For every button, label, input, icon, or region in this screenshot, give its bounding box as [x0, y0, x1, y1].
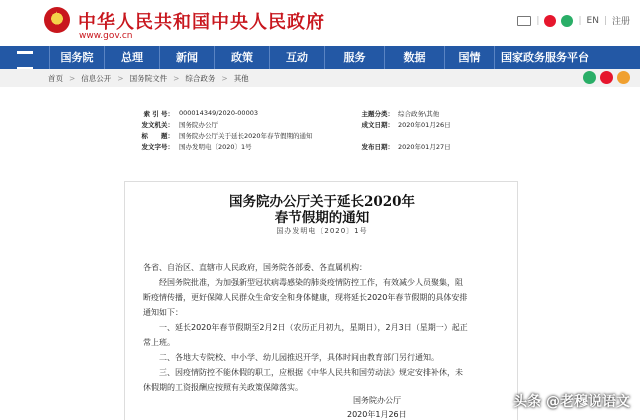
- nav-item-state-council[interactable]: 国务院: [50, 46, 105, 69]
- breadcrumb-info[interactable]: 信息公开: [81, 73, 112, 83]
- share-bar: [583, 71, 630, 84]
- paragraph-line: 通知如下：: [143, 308, 183, 317]
- nav-item-news[interactable]: 新闻: [160, 46, 215, 69]
- paragraph-line: 三、因疫情防控不能休假的职工，应根据《中华人民共和国劳动法》规定安排补休，未: [159, 368, 463, 377]
- meta-docno-value: 国办发明电〔2020〕1号: [179, 143, 252, 151]
- salutation: 各省、自治区、直辖市人民政府，国务院各部委、各直属机构：: [143, 263, 367, 272]
- breadcrumb-other[interactable]: 其他: [233, 73, 249, 83]
- meta-title-value: 国务院办公厅关于延长2020年春节假期的通知: [179, 132, 313, 140]
- breadcrumb-arrow: >: [117, 73, 124, 83]
- nav-item-service-platform[interactable]: 国家政务服务平台: [501, 51, 589, 64]
- breadcrumb-arrow: >: [69, 73, 76, 83]
- nav-item-policy[interactable]: 政策: [215, 46, 270, 69]
- main-nav: [0, 46, 640, 69]
- nav-item-premier[interactable]: 总理: [105, 46, 160, 69]
- watermark: 头条 @老穆说语文: [513, 394, 630, 410]
- document-body: [124, 181, 518, 420]
- nav-item-data[interactable]: 数据: [385, 46, 445, 69]
- paragraph-line: 断疫情传播，更好保障人民群众生命安全和身体健康，现将延长2020年春节假期的具体安排: [143, 293, 468, 302]
- register-link[interactable]: 注册: [611, 17, 630, 27]
- breadcrumb-general[interactable]: 综合政务: [185, 73, 216, 83]
- meta-theme-value: 综合政务\其他: [398, 110, 440, 118]
- document-number: 国办发明电〔2020〕1号: [276, 227, 368, 235]
- breadcrumb-arrow: >: [221, 73, 228, 83]
- weibo-icon[interactable]: [544, 15, 556, 27]
- meta-label: 成文日期：: [361, 121, 394, 129]
- meta-label: 发文字号：: [141, 143, 174, 151]
- meta-label: 发布日期：: [361, 143, 394, 151]
- meta-date-value: 2020年01月26日: [398, 121, 451, 129]
- meta-label: 索 引 号：: [143, 110, 174, 118]
- site-url: www.gov.cn: [79, 31, 133, 41]
- site-header: [0, 0, 640, 46]
- national-emblem-icon[interactable]: [44, 7, 70, 33]
- meta-index-value: 000014349/2020-00003: [179, 109, 258, 117]
- nav-item-service[interactable]: 服务: [325, 46, 385, 69]
- meta-pub-value: 2020年01月27日: [398, 143, 451, 151]
- meta-label: 标 题：: [141, 132, 174, 140]
- top-links: [517, 14, 630, 27]
- signature-org: 国务院办公厅: [353, 396, 401, 405]
- signature-date: 2020年1月26日: [347, 410, 407, 419]
- nav-item-interaction[interactable]: 互动: [270, 46, 325, 69]
- share-qzone-icon[interactable]: [617, 71, 630, 84]
- site-title[interactable]: 中华人民共和国中央人民政府: [78, 12, 325, 33]
- breadcrumb: [0, 69, 640, 87]
- breadcrumb-arrow: >: [173, 73, 180, 83]
- meta-label: 发文机关：: [141, 121, 174, 129]
- breadcrumb-home[interactable]: 首页: [48, 73, 63, 83]
- breadcrumb-docs[interactable]: 国务院文件: [129, 73, 168, 83]
- meta-issuer-value: 国务院办公厅: [179, 121, 218, 129]
- separator: |: [578, 15, 582, 26]
- document-title: [125, 194, 519, 226]
- nav-home-icon[interactable]: [0, 46, 50, 69]
- english-link[interactable]: EN: [586, 15, 599, 26]
- separator: |: [603, 15, 607, 26]
- paragraph-line: 常上班。: [143, 338, 175, 347]
- paragraph-line: 一、延长2020年春节假期至2月2日（农历正月初九，星期日），2月3日（星期一）起正: [159, 323, 468, 332]
- paragraph-line: 二、各地大专院校、中小学、幼儿园推迟开学，具体时间由教育部门另行通知。: [159, 353, 439, 362]
- mail-icon[interactable]: [517, 16, 531, 26]
- document-meta-table: [124, 109, 514, 159]
- document-title-line1: 国务院办公厅关于延长2020年: [228, 194, 416, 210]
- meta-label: 主题分类：: [361, 110, 394, 118]
- separator: |: [536, 15, 540, 26]
- share-weibo-icon[interactable]: [600, 71, 613, 84]
- nav-item-national-info[interactable]: 国情: [445, 46, 495, 69]
- paragraph-line: 休假期的工资报酬应按照有关政策保障落实。: [143, 383, 303, 392]
- paragraph-line: 经国务院批准，为加强新型冠状病毒感染的肺炎疫情防控工作，有效减少人员聚集，阻: [159, 278, 463, 287]
- document-title-line2: 春节假期的通知: [274, 210, 370, 226]
- wechat-icon[interactable]: [561, 15, 573, 27]
- share-wechat-icon[interactable]: [583, 71, 596, 84]
